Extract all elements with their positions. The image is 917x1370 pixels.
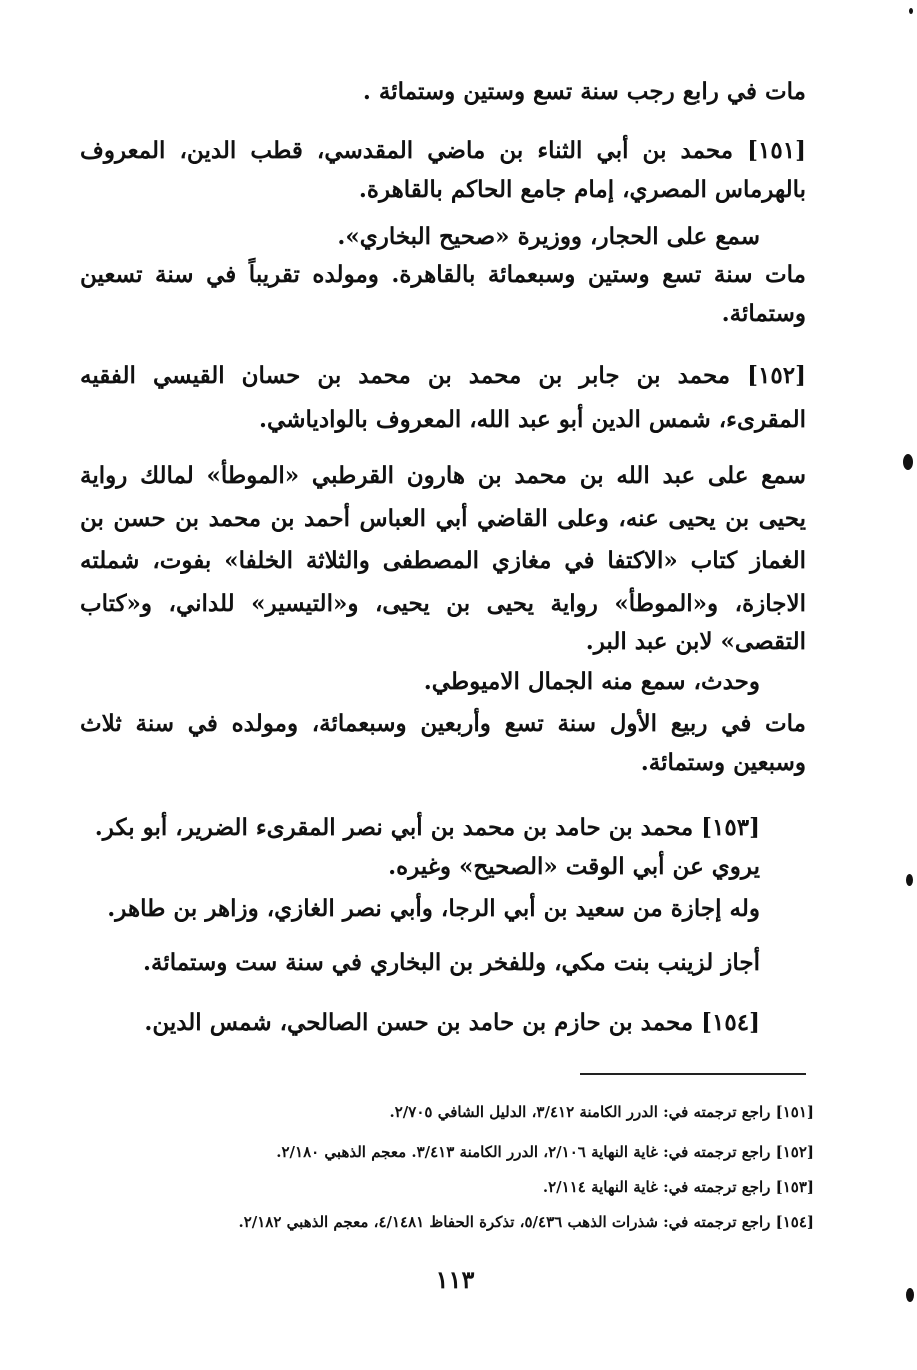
entry-153-line: وله إجازة من سعيد بن أبي الرجا، وأبي نصر الغازي، وزاهر بن طاهر. xyxy=(107,895,760,922)
entry-152-line: الاجازة، و«الموطأ» رواية يحيى بن يحيى، و«التيسير» للداني، و«كتاب xyxy=(80,590,806,617)
footnote-153: [١٥٣] راجع ترجمته في: غاية النهاية ٢/١١٤. xyxy=(542,1178,814,1196)
entry-151-line: وستمائة. xyxy=(721,300,806,327)
page-number: ١١٣ xyxy=(435,1265,475,1294)
entry-151-line: سمع على الحجار، ووزيرة «صحيح البخاري». xyxy=(337,223,760,250)
entry-152-line: مات في ربيع الأول سنة تسع وأربعين وسبعمائة، ومولده في سنة ثلاث xyxy=(80,710,806,737)
entry-153-heading: [١٥٣] محمد بن حامد بن محمد بن أبي نصر المقرىء الضرير، أبو بكر. xyxy=(94,814,760,841)
margin-mark xyxy=(909,8,913,14)
footnote-151: [١٥١] راجع ترجمته في: الدرر الكامنة ٣/٤١٢، الدليل الشافي ٢/٧٠٥. xyxy=(389,1103,814,1121)
entry-151-line: بالهرماس المصري، إمام جامع الحاكم بالقاهرة. xyxy=(358,176,806,203)
entry-151-line: مات سنة تسع وستين وسبعمائة بالقاهرة. ومولده تقريباً في سنة تسعين xyxy=(80,261,806,288)
entry-152-heading: [١٥٢] محمد بن جابر بن محمد بن محمد بن حسان القيسي الفقيه xyxy=(80,362,806,389)
entry-152-line: وحدث، سمع منه الجمال الاميوطي. xyxy=(423,668,760,695)
entry-152-line: يحيى بن يحيى عنه، وعلى القاضي أبي العباس أحمد بن محمد بن حسن بن xyxy=(80,505,806,532)
margin-mark xyxy=(906,874,913,886)
entry-152-line: المقرىء، شمس الدين أبو عبد الله، المعروف بالوادياشي. xyxy=(259,406,806,433)
entry-152-line: سمع على عبد الله بن محمد بن هارون القرطبي «الموطأ» لمالك رواية xyxy=(80,462,806,489)
margin-mark xyxy=(906,1288,914,1302)
entry-153-line: يروي عن أبي الوقت «الصحيح» وغيره. xyxy=(388,853,760,880)
line-death-date: مات في رابع رجب سنة تسع وستين وستمائة . xyxy=(362,78,806,105)
entry-152-line: الغماز كتاب «الاكتفا في مغازي المصطفى والثلاثة الخلفا» بفوت، شملته xyxy=(80,547,806,574)
margin-mark xyxy=(903,454,913,470)
entry-151-heading: [١٥١] محمد بن أبي الثناء بن ماضي المقدسي، قطب الدين، المعروف xyxy=(80,137,806,164)
entry-154-heading: [١٥٤] محمد بن حازم بن حامد بن حسن الصالحي، شمس الدين. xyxy=(144,1009,760,1036)
entry-153-line: أجاز لزينب بنت مكي، وللفخر بن البخاري في سنة ست وستمائة. xyxy=(142,949,760,976)
footnote-154: [١٥٤] راجع ترجمته في: شذرات الذهب ٥/٤٣٦، تذكرة الحفاظ ٤/١٤٨١، معجم الذهبي ٢/١٨٢. xyxy=(238,1213,814,1231)
entry-152-line: التقصى» لابن عبد البر. xyxy=(585,628,806,655)
footnote-separator xyxy=(580,1073,806,1075)
footnote-152: [١٥٢] راجع ترجمته في: غاية النهاية ٢/١٠٦، الدرر الكامنة ٣/٤١٣. معجم الذهبي ٢/١٨٠. xyxy=(276,1143,814,1161)
entry-152-line: وسبعين وستمائة. xyxy=(640,749,806,776)
